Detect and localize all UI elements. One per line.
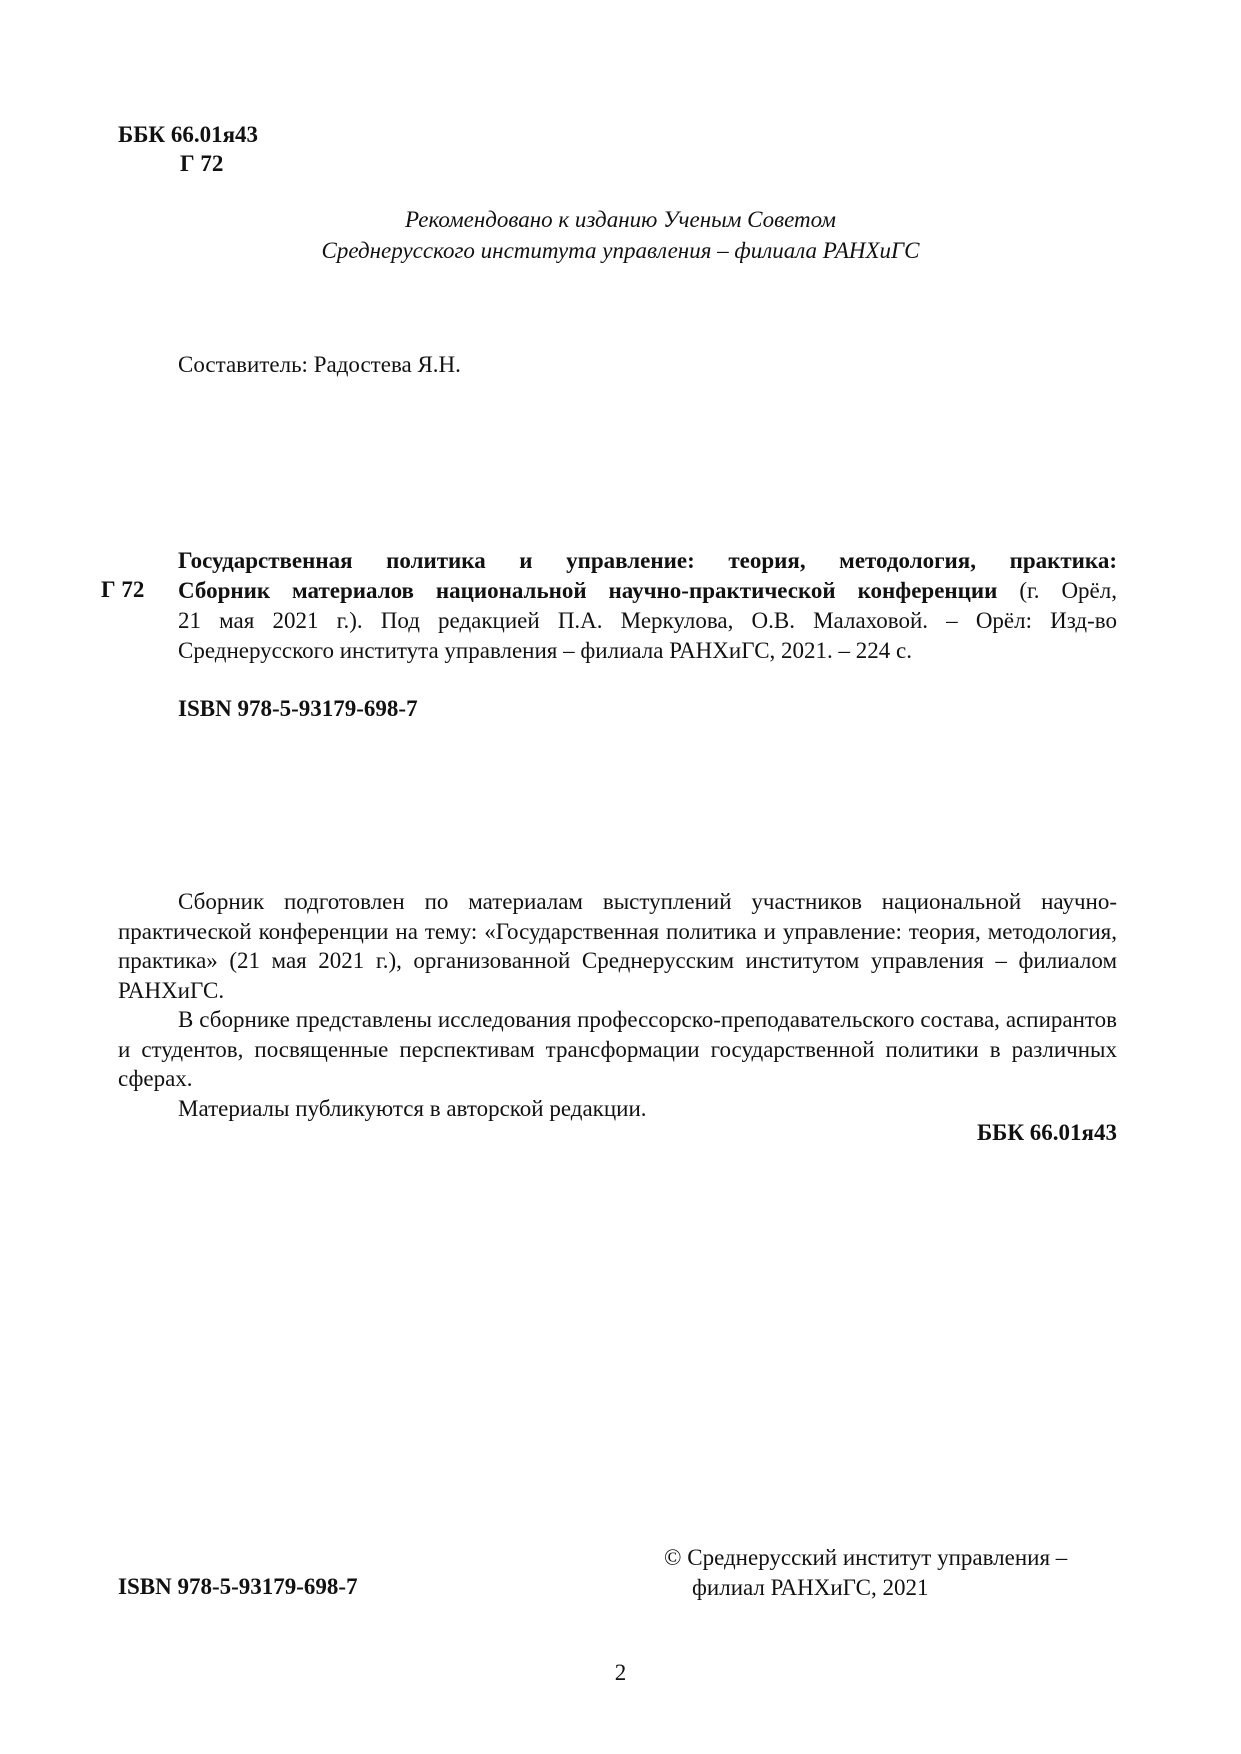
page-number: 2 [614,1660,627,1685]
abstract-paragraph-1: Сборник подготовлен по материалам выступлений участников национальной научно-практической конференции на тему: «Государственная политика и управление: теория, методология, практика» (21 мая 2021 г.), организованной Среднерусским институтом управления – филиалом РАНХиГС. [118,889,1117,1003]
compiler-credit: Составитель: Радостева Я.Н. [178,352,461,377]
bbk-code-bottom: ББК 66.01я43 [976,1120,1117,1145]
bib-place: (г. Орёл, [997,578,1117,603]
recommendation-line-1: Рекомендовано к изданию Ученым Советом [405,207,836,232]
isbn-footer: ISBN 978-5-93179-698-7 [118,1574,358,1599]
abstract [118,887,1117,1123]
copyright-notice [664,1543,1124,1603]
abstract-paragraph-3: Материалы публикуются в авторской редакции. [178,1095,647,1121]
bib-title-bold: Сборник материалов национальной научно-практической конференции [178,578,998,603]
recommendation-line-2: Среднерусского института управления – филиала РАНХиГС [321,238,920,263]
copyright-line-2: филиал РАНХиГС, 2021 [692,1575,929,1600]
bib-title-line-2 [178,576,1117,606]
bib-line-4: Среднерусского института управления – филиала РАНХиГС, 2021. – 224 с. [178,638,913,663]
bibliographic-entry [178,546,1117,666]
author-mark-side: Г 72 [101,577,145,602]
bib-line-3: 21 мая 2021 г.). Под редакцией П.А. Меркулова, О.В. Малаховой. – Орёл: Изд-во [178,608,1117,633]
bib-title-line-1: Государственная политика и управление: теория, методология, практика: [178,548,1117,573]
copyright-line-1: © Среднерусский институт управления – [664,1545,1068,1570]
publication-recommendation [0,204,1241,266]
abstract-paragraph-2: В сборнике представлены исследования профессорско-преподавательского состава, аспирантов и студентов, посвященные перспективам трансформации государственной политики в различных сферах. [118,1007,1117,1091]
bbk-code-top: ББК 66.01я43 [118,122,259,147]
isbn-entry: ISBN 978-5-93179-698-7 [178,696,418,721]
author-mark-top: Г 72 [180,151,224,176]
